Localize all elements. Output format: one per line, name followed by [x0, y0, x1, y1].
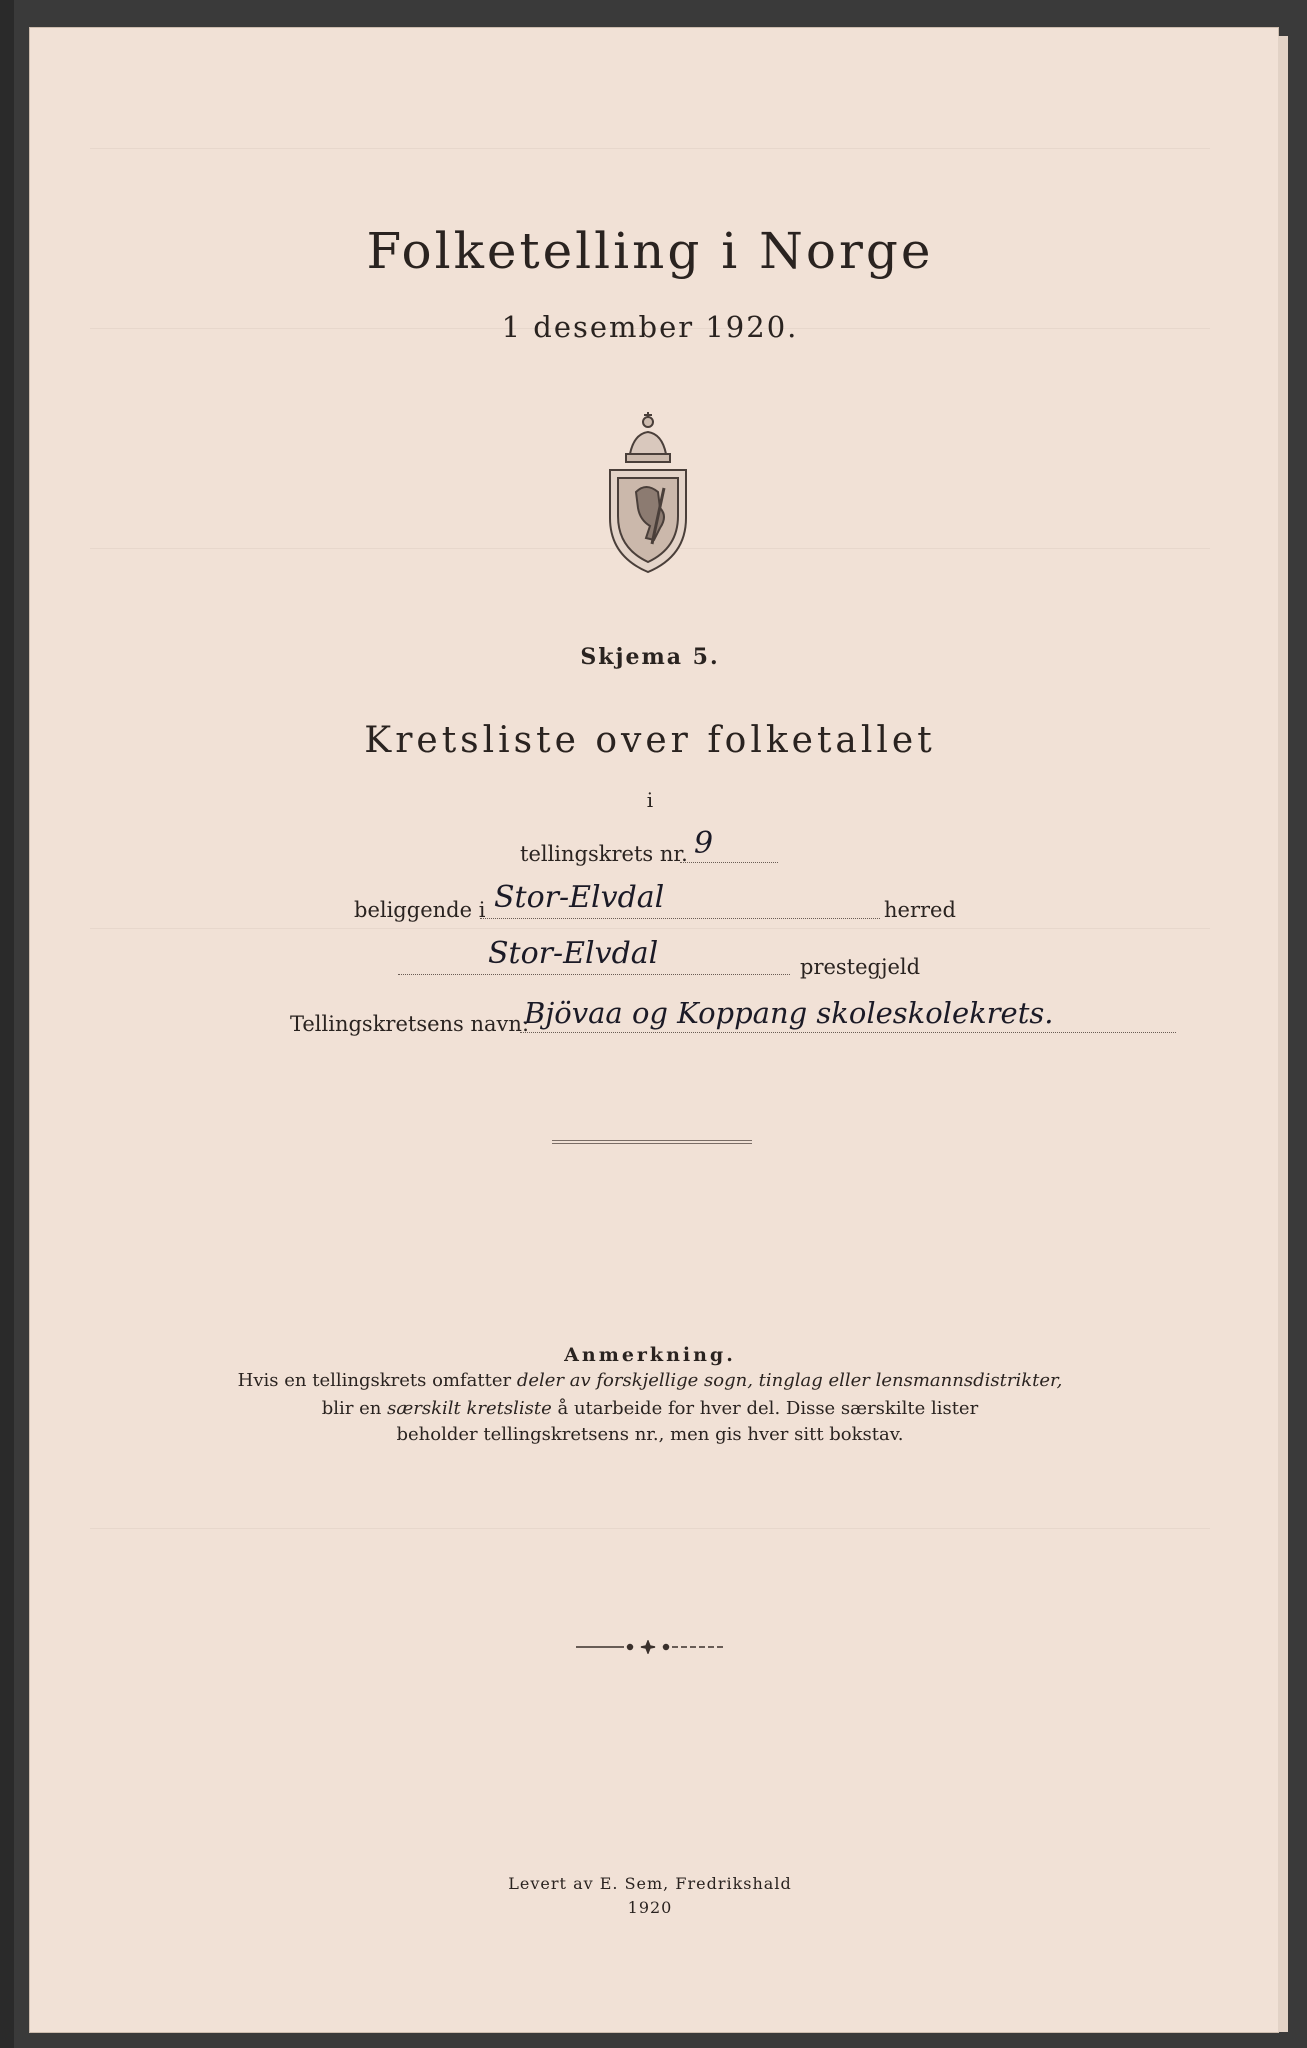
parish-value[interactable]: Stor-Elvdal	[488, 936, 659, 971]
norwegian-coat-of-arms-icon	[600, 408, 696, 576]
note-line-2-text-a: blir en	[321, 1398, 388, 1419]
parish-line	[398, 974, 790, 975]
district-name-line	[520, 1032, 1176, 1033]
printer-credit: Levert av E. Sem, Fredrikshald	[508, 1874, 792, 1893]
district-number-value[interactable]: 9	[694, 826, 714, 861]
note-line-2-italic: særskilt kretsliste	[387, 1398, 552, 1419]
page-edge	[1278, 36, 1288, 2032]
note-line-2	[200, 1398, 1100, 1419]
district-number-line	[680, 862, 778, 863]
note-title: Anmerkning.	[564, 1344, 736, 1366]
preposition: i	[646, 788, 654, 812]
divider	[552, 1140, 752, 1144]
note-line-1	[200, 1370, 1100, 1391]
herred-label: herred	[884, 898, 956, 922]
ornament-divider-icon	[574, 1640, 734, 1654]
note-line-1-italic: deler av forskjellige sogn, tinglag eller lensmannsdistrikter,	[516, 1370, 1063, 1391]
note-line-1-text: Hvis en tellingskrets omfatter	[237, 1370, 517, 1391]
district-name-label: Tellingskretsens navn:	[290, 1012, 530, 1036]
district-number-label: tellingskrets nr.	[520, 842, 688, 866]
located-in-value[interactable]: Stor-Elvdal	[494, 880, 665, 915]
form-heading: Kretsliste over folketallet	[364, 720, 936, 761]
page-title: Folketelling i Norge	[366, 222, 934, 280]
parish-label: prestegjeld	[800, 955, 921, 979]
note-line-3: beholder tellingskretsens nr., men gis hver sitt bokstav.	[396, 1424, 904, 1445]
located-in-label: beliggende i	[354, 898, 486, 922]
district-name-value[interactable]: Bjövaa og Koppang skoleskolekrets.	[524, 996, 1054, 1030]
printer-year: 1920	[627, 1898, 673, 1917]
schema-number: Skjema 5.	[580, 644, 720, 670]
note-line-2-text-b: å utarbeide for hver del. Disse særskilte lister	[551, 1398, 979, 1419]
located-in-line	[480, 918, 880, 919]
census-date: 1 desember 1920.	[501, 310, 799, 344]
scan-edge	[0, 0, 14, 2048]
